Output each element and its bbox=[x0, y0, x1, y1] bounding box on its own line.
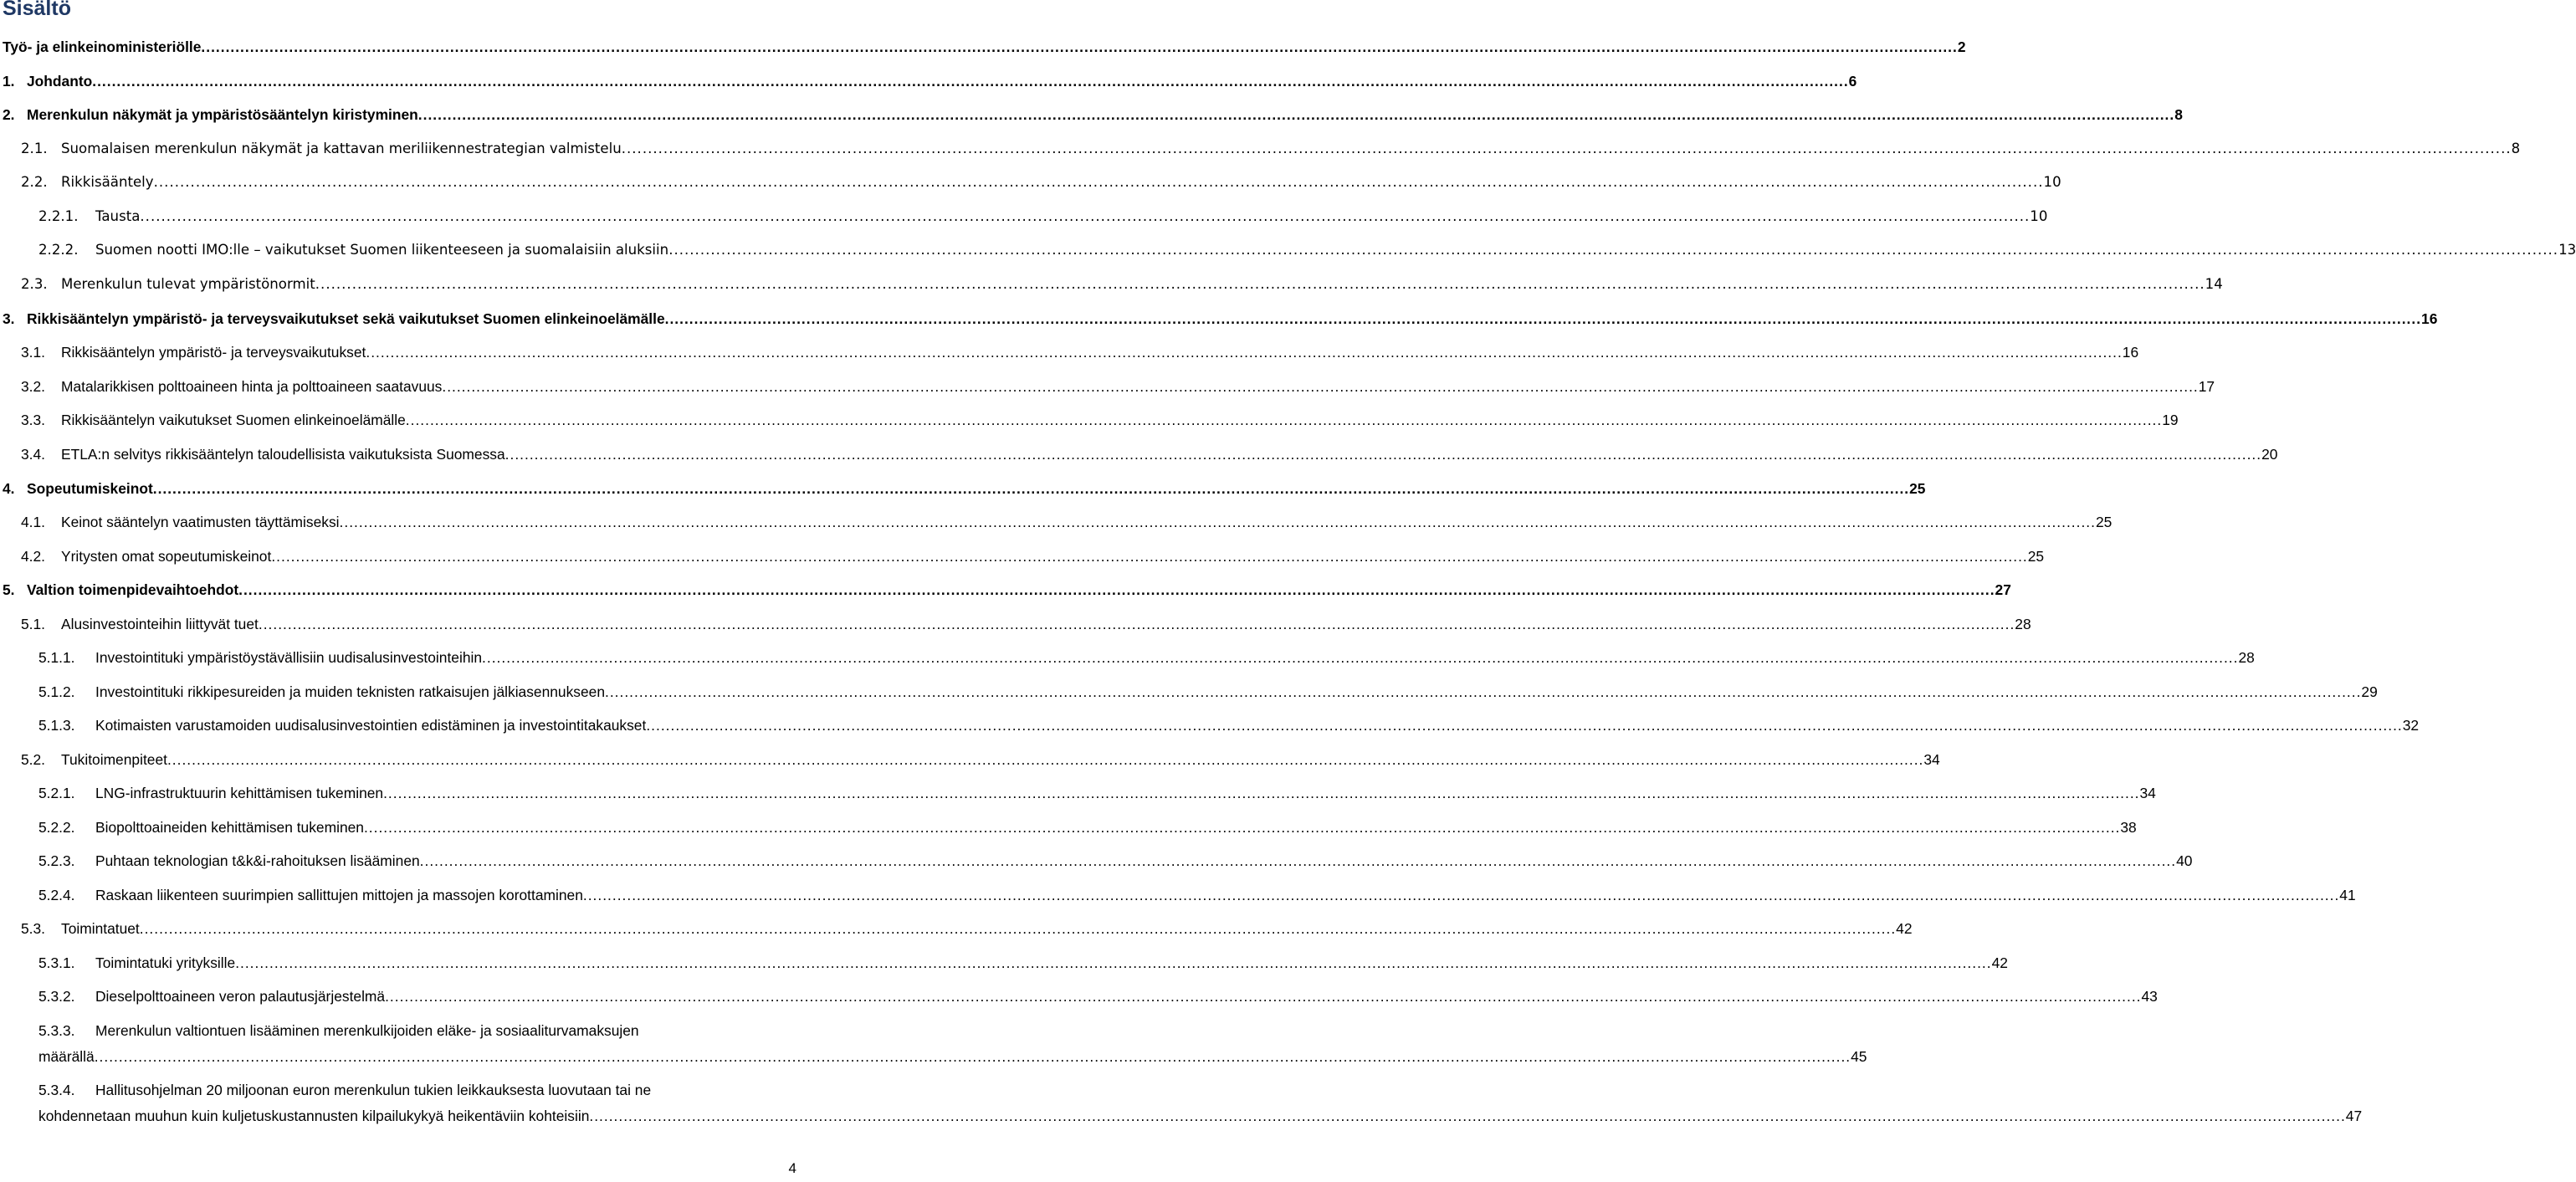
toc-entry-page: 34 bbox=[2139, 785, 2156, 801]
toc-entry-text: ETLA:n selvitys rikkisääntelyn taloudellisista vaikutuksista Suomessa bbox=[61, 446, 505, 463]
dot-leader bbox=[153, 478, 1909, 499]
toc-entry-page: 40 bbox=[2176, 852, 2193, 869]
toc-entry-number: 2.2.1. bbox=[38, 208, 79, 224]
toc-entry-number: 5.3.2. bbox=[38, 988, 75, 1005]
toc-entry-link[interactable] bbox=[95, 952, 2008, 974]
toc-entry-text: Puhtaan teknologian t&k&i-rahoituksen lisääminen bbox=[95, 852, 420, 869]
toc-entry-page: 38 bbox=[2120, 819, 2137, 836]
toc-entry-page: 19 bbox=[2162, 412, 2179, 428]
toc-entry-number: 3. bbox=[3, 310, 15, 327]
toc-entry-number: 3.4. bbox=[21, 446, 46, 463]
toc-entry-link[interactable] bbox=[61, 274, 2223, 295]
toc-entry-number: 5.2.4. bbox=[38, 887, 75, 903]
toc-entry-page: 32 bbox=[2402, 717, 2420, 734]
toc-entry-page: 25 bbox=[2027, 548, 2045, 565]
dot-leader bbox=[589, 1105, 2345, 1127]
toc-entry-link[interactable] bbox=[61, 409, 2179, 431]
toc-entry-page: 13 bbox=[2558, 242, 2576, 258]
toc-entry-link[interactable] bbox=[95, 239, 2576, 261]
toc-entry-text: Toimintatuki yrityksille bbox=[95, 954, 236, 971]
toc-entry-link[interactable] bbox=[3, 36, 1966, 58]
toc-entry-text: Merenkulun näkymät ja ympäristösääntelyn kiristyminen bbox=[27, 106, 418, 123]
toc-entry-link[interactable] bbox=[95, 647, 2255, 668]
toc-entry-text: Tausta bbox=[95, 208, 141, 224]
toc-entry-text-continued: kohdennetaan muuhun kuin kuljetuskustannusten kilpailukykyä heikentäviin kohteisiin bbox=[38, 1108, 590, 1124]
toc-entry-link[interactable] bbox=[95, 816, 2137, 838]
toc-entry-page: 28 bbox=[2238, 649, 2255, 666]
toc-entry-page: 2 bbox=[1957, 38, 1966, 55]
toc-entry-link[interactable] bbox=[95, 681, 2378, 703]
dot-leader bbox=[583, 884, 2339, 906]
dot-leader bbox=[167, 749, 1923, 770]
dot-leader bbox=[418, 104, 2174, 125]
toc-entry-number: 2.1. bbox=[21, 141, 48, 156]
toc-entry-number: 4.2. bbox=[21, 548, 46, 565]
toc-entry-text: Kotimaisten varustamoiden uudisalusinvestointien edistäminen ja investointitakaukset bbox=[95, 717, 647, 734]
toc-entry-text: Merenkulun tulevat ympäristönormit bbox=[61, 276, 315, 292]
toc-entry-page: 41 bbox=[2339, 887, 2356, 903]
toc-entry-link[interactable] bbox=[61, 613, 2031, 635]
toc-entry-text[interactable]: Hallitusohjelman 20 miljoonan euron merenkulun tukien leikkauksesta luovutaan tai ne bbox=[95, 1082, 652, 1098]
toc-entry-text: Investointituki rikkipesureiden ja muiden teknisten ratkaisujen jälkiasennukseen bbox=[95, 683, 606, 700]
toc-entry-page: 25 bbox=[1909, 480, 1926, 497]
toc-entry-text: Rikkisääntelyn ympäristö- ja terveysvaikutukset bbox=[61, 344, 366, 361]
dot-leader bbox=[385, 985, 2141, 1007]
toc-entry-number: 3.2. bbox=[21, 378, 46, 395]
dot-leader bbox=[92, 70, 1848, 92]
dot-leader bbox=[605, 681, 2361, 703]
toc-entry-text: Yritysten omat sopeutumiskeinot bbox=[61, 548, 272, 565]
toc-entry-text: Keinot sääntelyn vaatimusten täyttämiseksi bbox=[61, 514, 340, 530]
toc-entry-number: 2.2. bbox=[21, 174, 48, 190]
toc-entry-text: Johdanto bbox=[27, 73, 93, 90]
toc-entry-text: Alusinvestointeihin liittyvät tuet bbox=[61, 616, 259, 632]
toc-entry-text: Suomalaisen merenkulun näkymät ja kattavan meriliikennestrategian valmistelu bbox=[61, 141, 622, 156]
dot-leader bbox=[140, 206, 2030, 228]
toc-entry-text: Toimintatuet bbox=[61, 920, 140, 937]
toc-entry-page: 8 bbox=[2511, 141, 2521, 156]
toc-entry-link[interactable] bbox=[27, 70, 1857, 92]
toc-entry-text: Investointituki ympäristöystävällisiin uudisalusinvestointeihin bbox=[95, 649, 483, 666]
toc-entry-page: 47 bbox=[2345, 1108, 2363, 1124]
toc-entry-text: Työ- ja elinkeinoministeriölle bbox=[3, 38, 202, 55]
toc-entry-page: 16 bbox=[2122, 344, 2139, 361]
dot-leader bbox=[665, 308, 2421, 330]
dot-leader bbox=[235, 952, 1991, 974]
toc-entry-page: 42 bbox=[1896, 920, 1913, 937]
toc-entry-page: 20 bbox=[2261, 446, 2278, 463]
dot-leader bbox=[364, 816, 2120, 838]
toc-entry-text: Biopolttoaineiden kehittämisen tukeminen bbox=[95, 819, 364, 836]
toc-entry-text: Matalarikkisen polttoaineen hinta ja polttoaineen saatavuus bbox=[61, 378, 443, 395]
dot-leader bbox=[201, 36, 1957, 58]
toc-entry-number: 5.3.3. bbox=[38, 1022, 75, 1039]
toc-entry-link[interactable] bbox=[27, 104, 2183, 125]
toc-entry-link[interactable] bbox=[95, 206, 2048, 228]
toc-entry-number: 5.2. bbox=[21, 751, 46, 768]
toc-entry-number: 3.3. bbox=[21, 412, 46, 428]
dot-leader bbox=[340, 511, 2096, 533]
toc-entry-number: 2.2.2. bbox=[38, 242, 79, 258]
toc-entry-page: 42 bbox=[1991, 954, 2008, 971]
dot-leader bbox=[383, 782, 2139, 804]
dot-leader bbox=[259, 613, 2015, 635]
toc-entry-page: 17 bbox=[2198, 378, 2215, 395]
toc-entry-number: 5.1. bbox=[21, 616, 46, 632]
toc-entry-link[interactable] bbox=[95, 884, 2356, 906]
dot-leader bbox=[482, 647, 2238, 668]
toc-entry-page: 25 bbox=[2095, 514, 2113, 530]
toc-entry-link[interactable] bbox=[27, 308, 2438, 330]
toc-entry-page: 43 bbox=[2141, 988, 2158, 1005]
toc-entry-number: 5. bbox=[3, 581, 15, 598]
toc-entry-page: 34 bbox=[1923, 751, 1940, 768]
toc-entry-text: Tukitoimenpiteet bbox=[61, 751, 167, 768]
toc-entry-link[interactable] bbox=[61, 545, 2045, 567]
toc-entry-number: 4. bbox=[3, 480, 15, 497]
toc-entry-number: 5.3.4. bbox=[38, 1082, 75, 1098]
dot-leader bbox=[238, 579, 1995, 601]
toc-entry-page: 6 bbox=[1848, 73, 1857, 90]
toc-entry-page: 10 bbox=[2030, 208, 2048, 224]
toc-entry-link[interactable] bbox=[95, 714, 2420, 736]
toc-entry-number: 5.3. bbox=[21, 920, 46, 937]
dot-leader bbox=[505, 443, 2261, 465]
dot-leader bbox=[140, 918, 1896, 939]
dot-leader bbox=[154, 171, 2044, 193]
dot-leader bbox=[95, 1046, 1851, 1067]
toc-entry-number: 5.1.1. bbox=[38, 649, 75, 666]
dot-leader bbox=[420, 850, 2176, 872]
toc-entry-number: 5.2.3. bbox=[38, 852, 75, 869]
toc-entry-page: 28 bbox=[2015, 616, 2031, 632]
dot-leader bbox=[315, 274, 2205, 295]
page-number: 4 bbox=[788, 1160, 796, 1176]
toc-entry-link[interactable] bbox=[95, 850, 2193, 872]
toc-entry-text: LNG-infrastruktuurin kehittämisen tukeminen bbox=[95, 785, 384, 801]
dot-leader bbox=[646, 714, 2402, 736]
toc-entry-link[interactable] bbox=[38, 1046, 1867, 1067]
toc-entry-page: 29 bbox=[2361, 683, 2378, 700]
toc-entry-text: Suomen nootti IMO:lle – vaikutukset Suomen liikenteeseen ja suomalaisiin aluksiin bbox=[95, 242, 669, 258]
toc-entry-link[interactable] bbox=[61, 918, 1913, 939]
toc-entry-link[interactable] bbox=[61, 443, 2278, 465]
dot-leader bbox=[406, 409, 2162, 431]
toc-entry-link[interactable] bbox=[27, 478, 1926, 499]
toc-entry-link[interactable] bbox=[95, 985, 2158, 1007]
toc-entry-link[interactable] bbox=[27, 579, 2011, 601]
toc-entry-page: 10 bbox=[2043, 174, 2061, 190]
toc-entry-number: 5.1.3. bbox=[38, 717, 75, 734]
dot-leader bbox=[442, 376, 2198, 397]
toc-entry-link[interactable] bbox=[61, 376, 2215, 397]
toc-entry-page: 14 bbox=[2205, 276, 2223, 292]
toc-entry-number: 3.1. bbox=[21, 344, 46, 361]
toc-entry-text: Sopeutumiskeinot bbox=[27, 480, 153, 497]
toc-entry-number: 2. bbox=[3, 106, 15, 123]
toc-entry-link[interactable] bbox=[61, 749, 1940, 770]
toc-entry-text: Dieselpolttoaineen veron palautusjärjestelmä bbox=[95, 988, 386, 1005]
toc-entry-text: Rikkisääntely bbox=[61, 174, 154, 190]
toc-entry-text[interactable]: Merenkulun valtiontuen lisääminen merenkulkijoiden eläke- ja sosiaaliturvamaksujen bbox=[95, 1022, 639, 1039]
toc-entry-text: Raskaan liikenteen suurimpien sallittujen mittojen ja massojen korottaminen bbox=[95, 887, 583, 903]
toc-entry-number: 5.2.1. bbox=[38, 785, 75, 801]
dot-leader bbox=[668, 239, 2558, 261]
toc-entry-link[interactable] bbox=[61, 341, 2139, 363]
toc-entry-page: 27 bbox=[1995, 581, 2011, 598]
toc-entry-link[interactable] bbox=[61, 138, 2521, 160]
dot-leader bbox=[622, 138, 2512, 160]
toc-entry-text: Rikkisääntelyn vaikutukset Suomen elinkeinoelämälle bbox=[61, 412, 406, 428]
toc-entry-page: 16 bbox=[2421, 310, 2438, 327]
toc-entry-page: 8 bbox=[2174, 106, 2183, 123]
toc-entry-link[interactable] bbox=[61, 511, 2113, 533]
dot-leader bbox=[366, 341, 2122, 363]
toc-entry-number: 2.3. bbox=[21, 276, 48, 292]
dot-leader bbox=[271, 545, 2027, 567]
toc-entry-text: Rikkisääntelyn ympäristö- ja terveysvaikutukset sekä vaikutukset Suomen elinkeinoelämälle bbox=[27, 310, 665, 327]
toc-entry-number: 4.1. bbox=[21, 514, 46, 530]
toc-entry-number: 1. bbox=[3, 73, 15, 90]
toc-entry-number: 5.1.2. bbox=[38, 683, 75, 700]
toc-entry-number: 5.2.2. bbox=[38, 819, 75, 836]
toc-entry-page: 45 bbox=[1851, 1048, 1867, 1065]
toc-entry-number: 5.3.1. bbox=[38, 954, 75, 971]
toc-entry-text: Valtion toimenpidevaihtoehdot bbox=[27, 581, 239, 598]
toc-entry-link[interactable] bbox=[38, 1105, 2363, 1127]
toc-entry-link[interactable] bbox=[61, 171, 2061, 193]
toc-entry-link[interactable] bbox=[95, 782, 2156, 804]
page-title: Sisältö bbox=[3, 0, 71, 20]
toc-entry-text-continued: määrällä bbox=[38, 1048, 95, 1065]
